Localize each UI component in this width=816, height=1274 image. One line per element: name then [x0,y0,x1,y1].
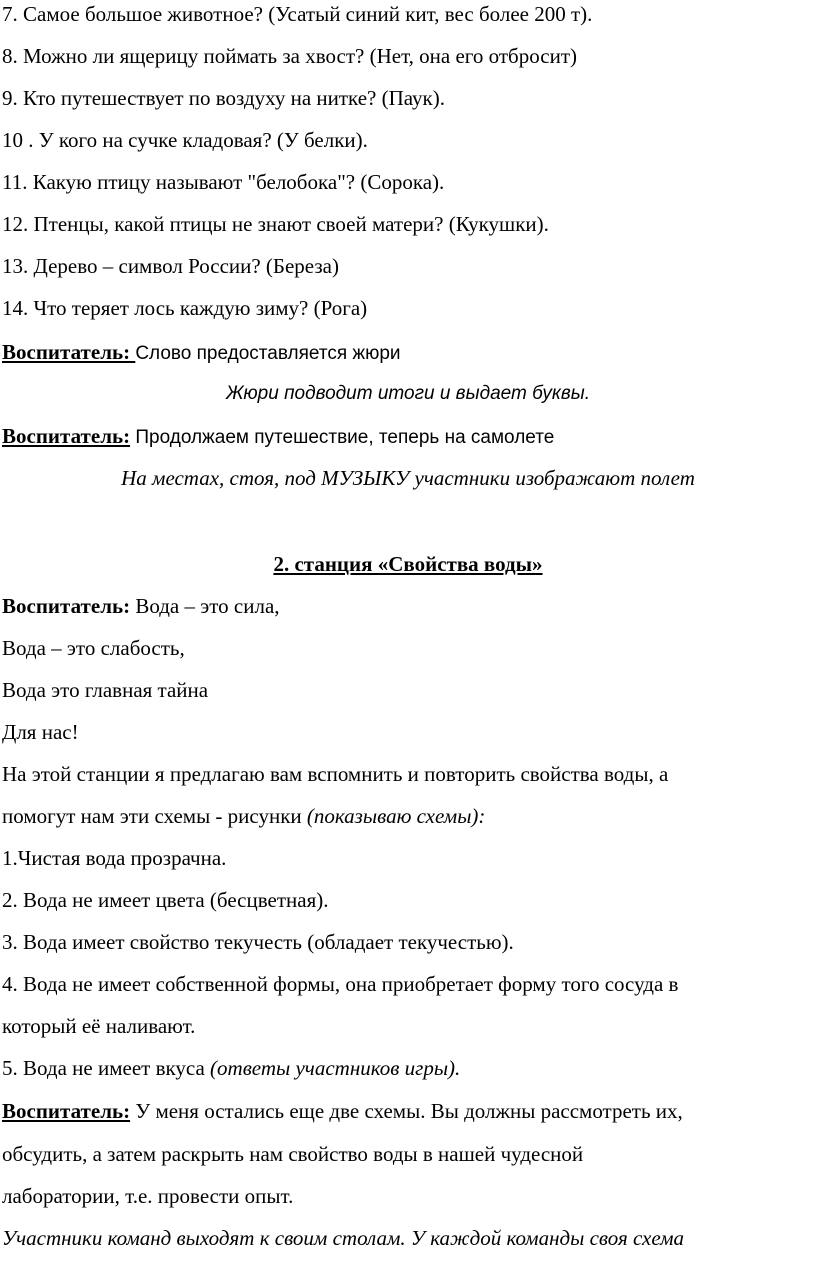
question-7: 7. Самое большое животное? (Усатый синий кит, вес более 200 т). [2,2,593,26]
jury-note: Жюри подводит итоги и выдает буквы. [225,383,591,404]
question-13: 13. Дерево – символ России? (Береза) [2,254,339,278]
question-8: 8. Можно ли ящерицу поймать за хвост? (Нет, она его отбросит) [2,44,577,68]
poem-line-2: Вода – это слабость, [2,636,185,660]
question-10: 10 . У кого на сучке кладовая? (У белки). [2,128,368,152]
poem-line-4: Для нас! [2,720,79,744]
schemes-text: У меня остались еще две схемы. Вы должны рассмотреть их, [130,1099,683,1123]
schemes-line-1 [2,1097,808,1125]
intro-line-2 [2,802,808,830]
schemes-line-3: лаборатории, т.е. провести опыт. [2,1184,294,1208]
station-title: 2. станция «Свойства воды» [273,552,543,576]
speaker-label: Воспитатель: [2,424,131,448]
travel-note: На местах, стоя, под МУЗЫКУ участники изображают полет [121,466,695,490]
intro-italic: (показываю схемы): [306,804,486,828]
question-9: 9. Кто путешествует по воздуху на нитке? (Паук). [2,86,445,110]
speaker-label: Воспитатель: [2,340,136,364]
question-14: 14. Что теряет лось каждую зиму? (Рога) [2,296,368,320]
property-4: 4. Вода не имеет собственной формы, она приобретает форму того сосуда в [2,972,679,996]
property-3: 3. Вода имеет свойство текучесть (обладает текучестью). [2,930,514,954]
jury-text: Слово предоставляется жюри [135,343,401,364]
schemes-line-2: обсудить, а затем раскрыть нам свойство воды в нашей чудесной [2,1142,584,1166]
question-12: 12. Птенцы, какой птицы не знают своей матери? (Кукушки). [2,212,549,236]
intro-line-1: На этой станции я предлагаю вам вспомнить и повторить свойства воды, а [2,762,669,786]
poem-line-1 [2,592,808,620]
closing-note: Участники команд выходят к своим столам. У каждой команды своя схема [2,1226,685,1250]
poem-line-3: Вода это главная тайна [2,678,209,702]
property-1: 1.Чистая вода прозрачна. [2,846,227,870]
property-2: 2. Вода не имеет цвета (бесцветная). [2,888,329,912]
jury-paragraph [2,338,808,368]
poem-text: Вода – это сила, [130,594,280,618]
speaker-label: Воспитатель: [2,1099,131,1123]
taste-text: 5. Вода не имеет вкуса [2,1056,211,1080]
taste-italic: (ответы участников игры). [210,1056,461,1080]
question-11: 11. Какую птицу называют "белобока"? (Сорока). [2,170,445,194]
property-4-cont: который её наливают. [2,1014,196,1038]
travel-paragraph [2,422,808,452]
property-5 [2,1054,808,1082]
speaker-label: Воспитатель: [2,594,131,618]
travel-text: Продолжаем путешествие, теперь на самолете [130,427,555,448]
intro-text: помогут нам эти схемы - рисунки [2,804,307,828]
